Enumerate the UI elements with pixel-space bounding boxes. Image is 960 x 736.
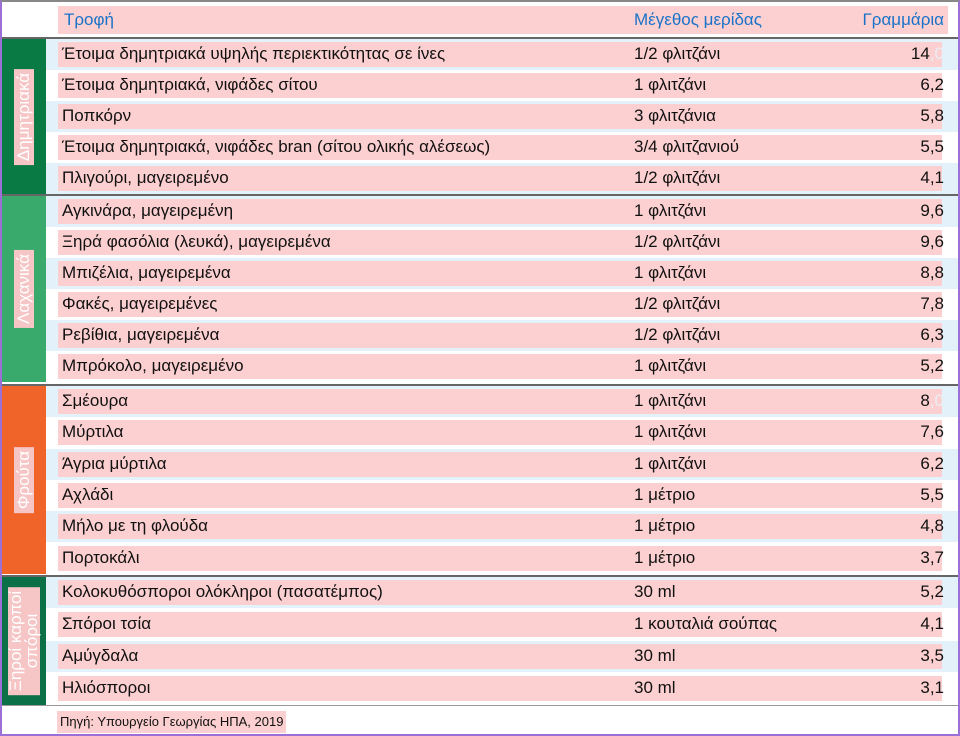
- table-row: [46, 289, 958, 320]
- portion-size: 1 φλιτζάνι: [634, 75, 707, 94]
- portion-size: 3 φλιτζάνια: [634, 106, 716, 125]
- fiber-grams: 3,1: [920, 678, 944, 697]
- fiber-grams: 5,5: [920, 137, 944, 156]
- row-highlight: [58, 676, 942, 701]
- table-row: [46, 196, 958, 227]
- table-row: [46, 258, 958, 289]
- row-highlight: [58, 546, 942, 571]
- portion-size: 1 κουταλιά σούπας: [634, 614, 778, 633]
- header-food: Τροφή: [64, 10, 114, 29]
- food-name: Αχλάδι: [62, 484, 114, 504]
- fiber-grams: 7,8: [920, 294, 944, 313]
- table-row: [46, 480, 958, 511]
- table-row: [46, 132, 958, 163]
- food-name: Άγρια μύρτιλα: [62, 453, 167, 473]
- fiber-grams: 4,8: [920, 516, 944, 536]
- header-portion: Μέγεθος μερίδας: [634, 10, 762, 29]
- fiber-grams: 14,0: [910, 44, 944, 63]
- row-highlight: [58, 644, 942, 669]
- row-highlight: [58, 483, 942, 508]
- portion-size: 1/2 φλιτζάνι: [634, 294, 721, 313]
- table-row: [46, 70, 958, 101]
- portion-size: 1/2 φλιτζάνι: [634, 168, 721, 187]
- portion-size: 1 φλιτζάνι: [634, 201, 707, 220]
- table-row: [46, 386, 958, 417]
- table-row: [46, 543, 958, 574]
- category-nuts-seeds: [2, 577, 46, 705]
- portion-size: 1/2 φλιτζάνι: [634, 325, 721, 344]
- food-name: Κολοκυθόσποροι ολόκληροι (πασατέμπος): [62, 582, 383, 601]
- fiber-grams: 5,8: [920, 106, 944, 125]
- header-grams: Γραμμάρια: [862, 10, 944, 29]
- portion-size: 30 ml: [634, 678, 676, 697]
- bottom-divider: [2, 705, 958, 706]
- portion-size: 1 μέτριο: [634, 516, 696, 536]
- portion-size: 1 μέτριο: [634, 484, 696, 504]
- food-name: Μπρόκολο, μαγειρεμένο: [62, 356, 244, 375]
- food-name: Ηλιόσποροι: [62, 678, 151, 697]
- food-name: Πορτοκάλι: [62, 547, 140, 567]
- food-name: Πλιγούρι, μαγειρεμένο: [62, 168, 229, 187]
- portion-size: 1 φλιτζάνι: [634, 453, 707, 473]
- table-row: [46, 673, 958, 704]
- header-highlight: [58, 6, 948, 34]
- portion-size: 1 φλιτζάνι: [634, 422, 707, 442]
- fiber-grams: 7,6: [920, 422, 944, 442]
- food-name: Μήλο με τη φλούδα: [62, 516, 209, 536]
- fiber-grams: 3,7: [920, 547, 944, 567]
- food-name: Ρεβίθια, μαγειρεμένα: [62, 325, 220, 344]
- food-name: Έτοιμα δημητριακά υψηλής περιεκτικότητας σε ίνες: [62, 44, 446, 63]
- fiber-grams: 5,2: [920, 582, 944, 601]
- table-row: [46, 641, 958, 672]
- portion-size: 1/2 φλιτζάνι: [634, 44, 721, 63]
- table-row: [46, 511, 958, 542]
- fiber-grams: 6,3: [920, 325, 944, 344]
- table-row: [46, 101, 958, 132]
- portion-size: 1/2 φλιτζάνι: [634, 232, 721, 251]
- food-name: Έτοιμα δημητριακά, νιφάδες σίτου: [62, 75, 318, 94]
- table-row: [46, 351, 958, 382]
- category-label: Λαχανικά: [14, 250, 34, 328]
- fiber-grams: 9,6: [920, 232, 944, 251]
- portion-size: 1 μέτριο: [634, 547, 696, 567]
- table-row: [46, 417, 958, 448]
- table-row: [46, 227, 958, 258]
- category-label: Φρούτα: [14, 447, 34, 513]
- category-label: Ξηροί καρποί σπόροι: [8, 587, 40, 695]
- table-row: [46, 39, 958, 70]
- table-header: [2, 2, 958, 37]
- food-name: Αγκινάρα, μαγειρεμένη: [62, 201, 234, 220]
- row-highlight: [58, 420, 942, 445]
- row-highlight: [58, 389, 942, 414]
- category-fruits: [2, 386, 46, 574]
- food-name: Έτοιμα δημητριακά, νιφάδες bran (σίτου ολικής αλέσεως): [62, 137, 491, 156]
- portion-size: 1 φλιτζάνι: [634, 263, 707, 282]
- food-name: Σμέουρα: [62, 391, 129, 410]
- food-name: Μύρτιλα: [62, 422, 124, 442]
- portion-size: 1 φλιτζάνι: [634, 391, 707, 410]
- portion-size: 30 ml: [634, 646, 676, 665]
- category-label: Δημητριακά: [14, 68, 34, 164]
- fiber-grams: 5,5: [920, 484, 944, 504]
- portion-size: 3/4 φλιτζανιού: [634, 137, 740, 156]
- source-note: Πηγή: Υπουργείο Γεωργίας ΗΠΑ, 2019: [57, 711, 286, 733]
- table-row: [46, 449, 958, 480]
- table-row: [46, 577, 958, 608]
- food-name: Αμύγδαλα: [62, 646, 139, 665]
- fiber-grams: 8,8: [920, 263, 944, 282]
- table-row: [46, 163, 958, 194]
- food-name: Ξηρά φασόλια (λευκά), μαγειρεμένα: [62, 232, 331, 251]
- row-highlight: [58, 612, 942, 637]
- fiber-grams: 5,2: [920, 356, 944, 375]
- fiber-grams: 8,0: [920, 391, 944, 410]
- row-highlight: [58, 104, 942, 129]
- fiber-grams: 6,2: [920, 75, 944, 94]
- food-name: Σπόροι τσία: [62, 614, 152, 633]
- table-row: [46, 609, 958, 640]
- fiber-grams: 9,6: [920, 201, 944, 220]
- food-name: Μπιζέλια, μαγειρεμένα: [62, 263, 231, 282]
- portion-size: 1 φλιτζάνι: [634, 356, 707, 375]
- table-row: [46, 320, 958, 351]
- category-cereals: [2, 39, 46, 194]
- row-highlight: [58, 452, 942, 477]
- fiber-grams: 3,5: [920, 646, 944, 665]
- fiber-grams: 6,2: [920, 453, 944, 473]
- fiber-grams: 4,1: [920, 614, 944, 633]
- fiber-grams: 4,1: [920, 168, 944, 187]
- portion-size: 30 ml: [634, 582, 676, 601]
- food-name: Ποπκόρν: [62, 106, 132, 125]
- category-vegetables: [2, 196, 46, 382]
- food-name: Φακές, μαγειρεμένες: [62, 294, 218, 313]
